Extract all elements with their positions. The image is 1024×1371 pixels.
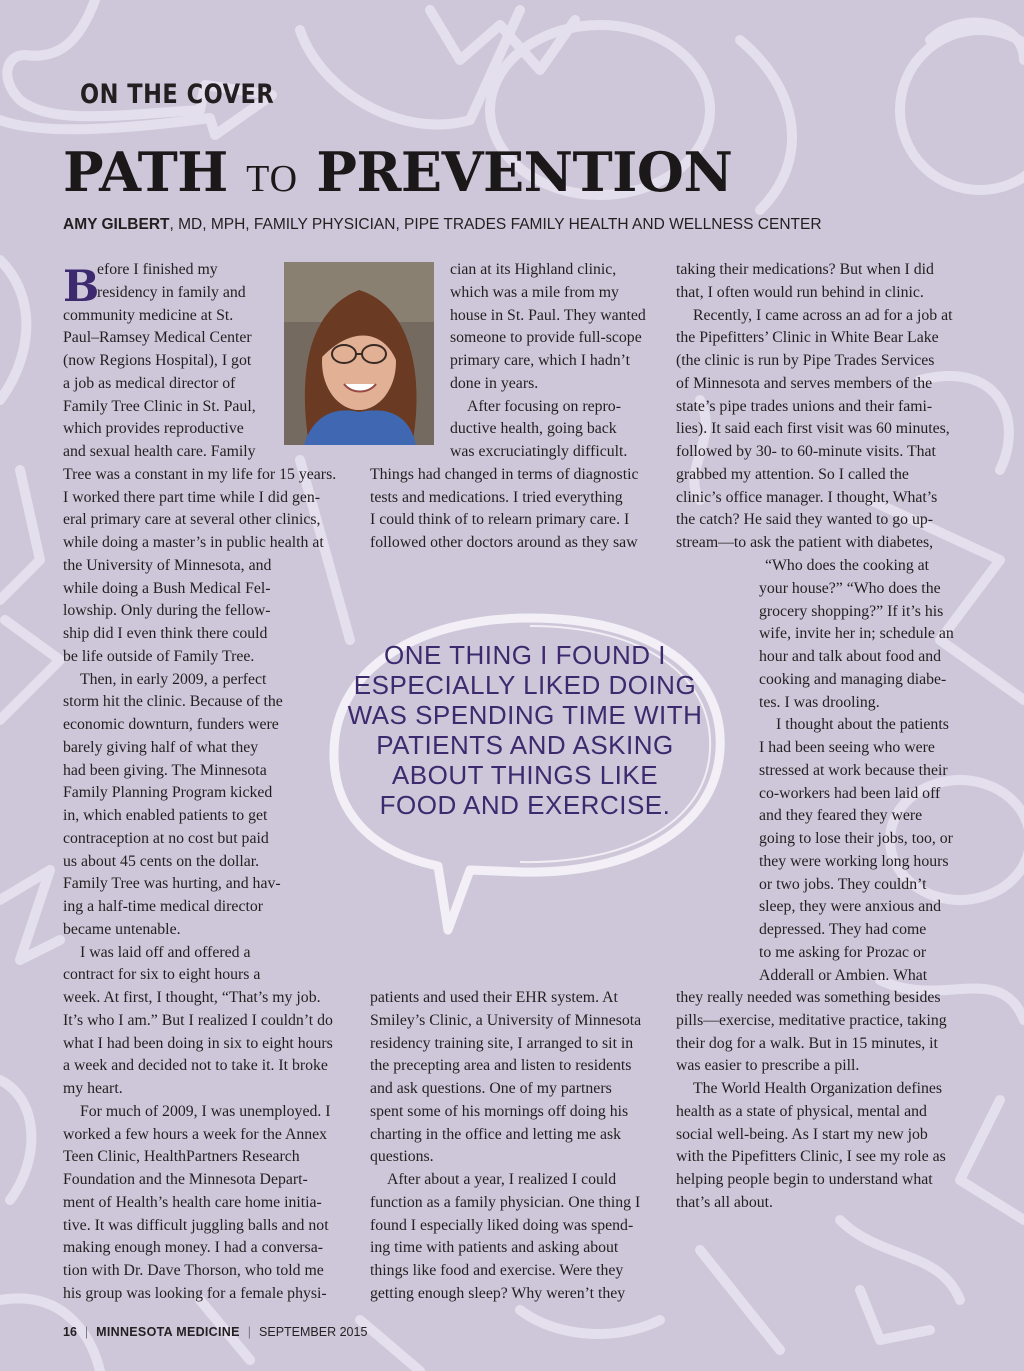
headline-word-to: TO xyxy=(246,158,299,200)
text-line: the University of Minnesota, and xyxy=(63,556,272,574)
text-line: had been giving. The Minnesota xyxy=(63,761,267,779)
text-line: I was laid off and offered a xyxy=(80,943,251,961)
text-line: primary care, which I hadn’t xyxy=(450,352,630,369)
text-line: or two jobs. They couldn’t xyxy=(759,875,927,893)
section-kicker: ON THE COVER xyxy=(80,78,275,110)
text-line: found I especially liked doing was spend- xyxy=(370,1216,634,1234)
text-line: making enough money. I had a conversa- xyxy=(63,1239,323,1257)
footer-divider: | xyxy=(247,1325,252,1339)
text-line: that’s all about. xyxy=(676,1193,773,1211)
text-line: economic downturn, funders were xyxy=(63,716,279,733)
text-line: patients and used their EHR system. At xyxy=(370,989,618,1006)
paragraph xyxy=(63,669,343,942)
paragraph xyxy=(370,1169,655,1306)
text-line: Adderall or Ambien. What xyxy=(759,966,928,984)
text-line: social well-being. As I start my new job xyxy=(676,1125,928,1143)
text-line: your house?” “Who does the xyxy=(759,579,941,597)
text-line: and they feared they were xyxy=(759,807,923,825)
pull-quote xyxy=(340,640,710,820)
text-line: wife, invite her in; schedule an xyxy=(759,625,954,643)
pull-quote-line: ONE THING I FOUND I xyxy=(383,640,667,670)
text-line: storm hit the clinic. Because of the xyxy=(63,693,283,711)
text-line: community medicine at St. xyxy=(63,306,234,324)
text-line: taking their medications? But when I did xyxy=(676,261,934,278)
text-line: residency in family and xyxy=(97,283,246,301)
text-line: After focusing on repro- xyxy=(467,397,621,415)
paragraph xyxy=(370,987,655,1169)
text-line: which provides reproductive xyxy=(63,420,244,438)
byline xyxy=(63,216,822,234)
text-line: was easier to prescribe a pill. xyxy=(676,1057,860,1075)
text-line: Family Tree was hurting, and hav- xyxy=(63,875,281,893)
text-line: charting in the office and letting me ask xyxy=(370,1125,622,1143)
text-line: while doing a Bush Medical Fel- xyxy=(63,579,271,597)
text-line: us about 45 cents on the dollar. xyxy=(63,852,260,870)
text-line: tests and medications. I tried everything xyxy=(370,488,623,506)
text-line: clinic’s office manager. I thought, What’s xyxy=(676,488,938,506)
text-line: I could think of to relearn primary care. I xyxy=(370,511,630,529)
text-line: residency training site, I arranged to sit in xyxy=(370,1034,634,1052)
author-credentials: , MD, MPH, FAMILY PHYSICIAN, PIPE TRADES FAMILY HEALTH AND WELLNESS CENTER xyxy=(169,216,822,233)
paragraph xyxy=(370,259,655,396)
text-line: that, I often would run behind in clinic. xyxy=(676,283,924,301)
page-number: 16 xyxy=(63,1325,77,1339)
text-line: Foundation and the Minnesota Depart- xyxy=(63,1171,308,1188)
column-2-bottom xyxy=(370,987,655,1306)
text-line: the Pipefitters’ Clinic in White Bear Lake xyxy=(676,329,939,347)
text-line: followed by 30- to 60-minute visits. That xyxy=(676,443,936,460)
text-line: (the clinic is run by Pipe Trades Services xyxy=(676,352,935,369)
paragraph xyxy=(370,396,655,555)
magazine-name: MINNESOTA MEDICINE xyxy=(96,1325,240,1339)
text-line: a week and decided not to take it. It broke xyxy=(63,1057,328,1075)
text-line: lowship. Only during the fellow- xyxy=(63,602,271,620)
text-line: contraception at no cost but paid xyxy=(63,829,269,847)
text-line: worked a few hours a week for the Annex xyxy=(63,1125,328,1143)
text-line: helping people begin to understand what xyxy=(676,1171,933,1188)
text-line: tes. I was drooling. xyxy=(759,693,880,711)
text-line: sleep, they were anxious and xyxy=(759,898,942,916)
text-line: stressed at work because their xyxy=(759,761,948,779)
text-line: a job as medical director of xyxy=(63,374,236,392)
pull-quote-line: ESPECIALLY LIKED DOING xyxy=(353,670,697,700)
pull-quote-line: FOOD AND EXERCISE. xyxy=(379,790,671,820)
text-line: It’s who I am.” But I realized I couldn’t do xyxy=(63,1011,333,1029)
column-3-middle xyxy=(759,555,969,987)
text-line: hour and talk about food and xyxy=(759,648,942,665)
text-line: the catch? He said they wanted to go up- xyxy=(676,511,934,529)
text-line: health as a state of physical, mental and xyxy=(676,1102,927,1120)
text-line: efore I finished my xyxy=(97,261,218,278)
text-line: grabbed my attention. So I called the xyxy=(676,465,909,483)
text-line: house in St. Paul. They wanted xyxy=(450,306,646,324)
text-line: going to lose their jobs, too, or xyxy=(759,830,953,847)
paragraph xyxy=(759,714,969,987)
text-line: became untenable. xyxy=(63,920,181,938)
text-line: ing time with patients and asking about xyxy=(370,1239,619,1257)
text-line: things like food and exercise. Were they xyxy=(370,1262,624,1279)
author-name: AMY GILBERT xyxy=(63,216,170,233)
text-line: my heart. xyxy=(63,1080,123,1097)
paragraph xyxy=(63,942,343,1101)
pull-quote-line: WAS SPENDING TIME WITH xyxy=(347,700,703,730)
text-line: Recently, I came across an ad for a job at xyxy=(693,306,953,324)
footer-divider: | xyxy=(84,1325,89,1339)
issue-date: SEPTEMBER 2015 xyxy=(259,1325,368,1339)
text-line: tive. It was difficult juggling balls and not xyxy=(63,1216,329,1234)
page-footer xyxy=(63,1325,367,1339)
text-line: Family Planning Program kicked xyxy=(63,784,273,802)
text-line: the precepting area and listen to residents xyxy=(370,1057,632,1075)
text-line: Tree was a constant in my life for 15 years. xyxy=(63,465,337,483)
text-line: his group was looking for a female physi- xyxy=(63,1284,327,1302)
text-line: contract for six to eight hours a xyxy=(63,966,261,984)
paragraph xyxy=(759,555,969,714)
text-line: The World Health Organization defines xyxy=(693,1080,943,1097)
text-line: was excruciatingly difficult. xyxy=(450,443,628,460)
text-line: of Minnesota and serves members of the xyxy=(676,374,933,392)
text-line: Paul–Ramsey Medical Center xyxy=(63,329,252,347)
text-line: and sexual health care. Family xyxy=(63,443,256,460)
text-line: (now Regions Hospital), I got xyxy=(63,352,252,369)
column-3-bottom xyxy=(676,987,966,1215)
column-3-top xyxy=(676,259,966,555)
text-line: pills—exercise, meditative practice, taking xyxy=(676,1011,947,1029)
text-line: Family Tree Clinic in St. Paul, xyxy=(63,397,256,415)
paragraph xyxy=(63,259,343,669)
text-line: in, which enabled patients to get xyxy=(63,807,268,824)
text-line: they were working long hours xyxy=(759,852,949,870)
text-line: cian at its Highland clinic, xyxy=(450,261,617,278)
paragraph xyxy=(676,305,966,555)
text-line: tion with Dr. Dave Thorson, who told me xyxy=(63,1262,324,1279)
text-line: with the Pipefitters Clinic, I see my role as xyxy=(676,1148,946,1166)
text-line: done in years. xyxy=(450,374,539,392)
text-line: Smiley’s Clinic, a University of Minnesota xyxy=(370,1011,642,1029)
text-line: they really needed was something besides xyxy=(676,989,941,1006)
text-line: which was a mile from my xyxy=(450,283,619,301)
text-line: their dog for a walk. But in 15 minutes, it xyxy=(676,1034,938,1052)
text-line: barely giving half of what they xyxy=(63,738,259,756)
text-line: grocery shopping?” If it’s his xyxy=(759,602,944,620)
text-line: Then, in early 2009, a perfect xyxy=(80,670,267,688)
text-line: cooking and managing diabe- xyxy=(759,670,947,688)
text-line: ship did I even think there could xyxy=(63,625,268,642)
text-line: and ask questions. One of my partners xyxy=(370,1080,612,1097)
column-1-intro xyxy=(63,259,343,1306)
paragraph xyxy=(676,259,966,305)
article-headline xyxy=(63,140,732,204)
text-line: I thought about the patients xyxy=(776,716,949,734)
text-line: followed other doctors around as they saw xyxy=(370,534,638,551)
headline-word-prevention: PREVENTION xyxy=(316,140,733,204)
paragraph xyxy=(63,1101,343,1306)
text-line: while doing a master’s in public health at xyxy=(63,534,324,551)
text-line: Things had changed in terms of diagnostic xyxy=(370,465,639,483)
text-line: questions. xyxy=(370,1148,434,1166)
drop-cap: B xyxy=(63,262,100,312)
text-line: function as a family physician. One thing I xyxy=(370,1193,641,1211)
column-2-top xyxy=(370,259,655,555)
paragraph xyxy=(676,1078,966,1215)
text-line: ment of Health’s health care home initia- xyxy=(63,1193,322,1211)
text-line: be life outside of Family Tree. xyxy=(63,647,255,665)
paragraph xyxy=(676,987,966,1078)
text-line: state’s pipe trades unions and their fami- xyxy=(676,397,933,415)
text-line: to me asking for Prozac or xyxy=(759,943,927,961)
text-line: spent some of his mornings off doing his xyxy=(370,1102,629,1120)
text-line: stream—to ask the patient with diabetes, xyxy=(676,534,934,551)
text-line: Teen Clinic, HealthPartners Research xyxy=(63,1148,300,1166)
text-line: ing a half-time medical director xyxy=(63,898,264,915)
pull-quote-line: PATIENTS AND ASKING xyxy=(376,730,674,760)
text-line: what I had been doing in six to eight hours xyxy=(63,1034,333,1052)
text-line: I had been seeing who were xyxy=(759,739,935,756)
text-line: I worked there part time while I did gen- xyxy=(63,488,321,506)
text-line: “Who does the cooking at xyxy=(765,557,930,574)
text-line: ductive health, going back xyxy=(450,420,617,438)
text-line: getting enough sleep? Why weren’t they xyxy=(370,1284,626,1302)
text-line: lies). It said each first visit was 60 minutes, xyxy=(676,420,950,438)
text-line: week. At first, I thought, “That’s my job. xyxy=(63,989,321,1006)
headline-word-path: PATH xyxy=(63,140,228,204)
text-line: eral primary care at several other clinics, xyxy=(63,511,321,529)
text-line: someone to provide full-scope xyxy=(450,329,642,347)
text-line: For much of 2009, I was unemployed. I xyxy=(80,1102,331,1120)
text-line: After about a year, I realized I could xyxy=(387,1171,617,1188)
text-line: co-workers had been laid off xyxy=(759,784,941,802)
pull-quote-line: ABOUT THINGS LIKE xyxy=(391,760,659,790)
text-line: depressed. They had come xyxy=(759,921,927,938)
